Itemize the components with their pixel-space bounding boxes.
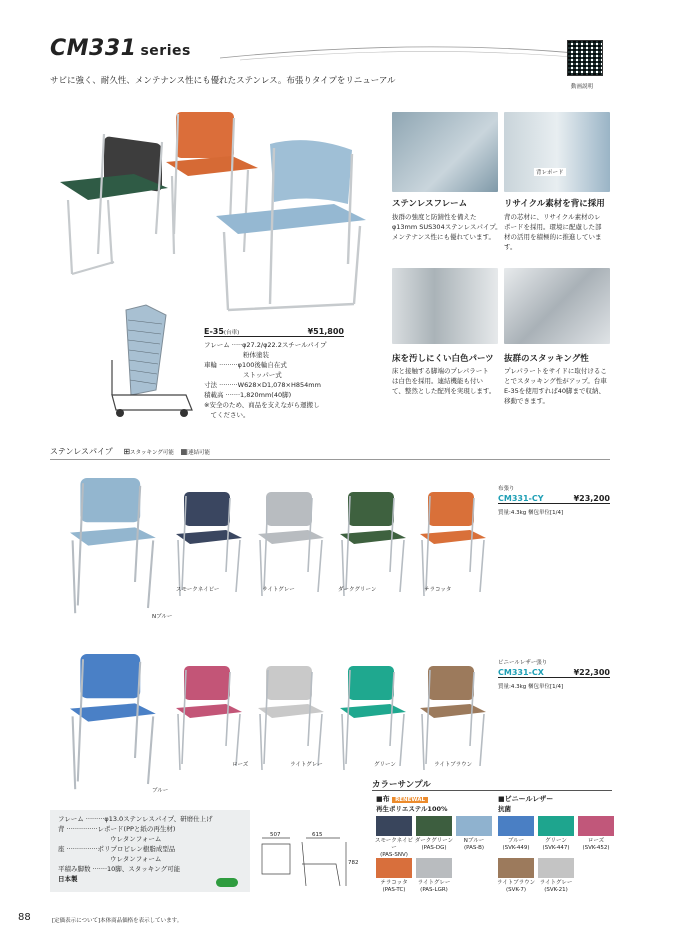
feature-photo-parts	[392, 268, 498, 344]
vinyl-sample-head: ■ビニールレザー	[498, 795, 554, 803]
dim-depth: 615	[312, 832, 323, 838]
fabric-swatch-label-4: ライトグレー (PAS-LGR)	[417, 880, 451, 893]
color-sample-divider	[372, 790, 612, 791]
vinyl-chairs-row	[60, 654, 500, 794]
section-divider	[50, 459, 610, 460]
vinyl-color-lightgray: ライトグレー	[290, 762, 323, 768]
fabric-swatch-label-3: テラコッタ (PAS-TC)	[380, 880, 408, 893]
product-title: CM331 series	[50, 36, 191, 61]
fabric-sample-sub: 再生ポリエステル100%	[376, 805, 448, 813]
vinyl-code: CM331-CX	[498, 668, 544, 677]
vinyl-swatch-3	[498, 858, 534, 878]
fabric-color-navy: スモークネイビー	[176, 587, 220, 593]
fabric-swatch-label-2: Nブルー (PAS-B)	[463, 838, 485, 851]
stacking-icon: ⊞	[123, 447, 131, 456]
vinyl-swatch-label-2: ローズ (SVK-452)	[582, 838, 610, 851]
feature-photo-frame	[392, 112, 498, 192]
vinyl-swatch-4	[538, 858, 574, 878]
fabric-price-bar	[498, 494, 610, 504]
vinyl-swatch-label-1: グリーン (SVK-447)	[542, 838, 570, 851]
vinyl-color-lightbrown: ライトブラウン	[434, 762, 473, 768]
stacked-cart-image	[106, 300, 196, 420]
link-icon: ▦	[180, 447, 188, 456]
fabric-color-darkgreen: ダークグリーン	[338, 587, 377, 593]
vinyl-swatch-0	[498, 816, 534, 836]
fabric-price: ¥23,200	[573, 494, 610, 503]
qr-code[interactable]	[567, 40, 603, 76]
spec-rows: フレーム ·········φ13.0ステンレスパイプ、研磨仕上げ 背 ···············レポード(PPと紙の再生材) ウレタンフォーム 座 ···············ポリプロピレン樹脂成型品 ウレタンフォーム 平積み脚数 ·······10脚、スタッキング可能 日本製	[58, 815, 213, 883]
vinyl-color-green: グリーン	[374, 762, 396, 768]
dim-height: 782	[348, 860, 359, 866]
color-sample-title: カラーサンプル	[372, 780, 431, 790]
fabric-color-lightgray: ライトグレー	[262, 587, 295, 593]
feature-title-recycle: リサイクル素材を背に採用	[504, 199, 605, 209]
vinyl-color-blue: ブルー	[152, 788, 169, 794]
fabric-weight: 質量:4.3kg 梱包単位[1/4]	[498, 510, 564, 516]
vinyl-swatch-label-4: ライトグレー (SVK-21)	[539, 880, 573, 893]
dim-width: 507	[270, 832, 281, 838]
feature-photo-back	[504, 112, 610, 192]
vinyl-color-rose: ローズ	[232, 762, 249, 768]
vinyl-sample-sub: 抗菌	[498, 805, 511, 813]
qr-label: 動画説明	[571, 84, 594, 90]
dimension-diagram	[256, 834, 356, 894]
feature-text-parts: 床と接触する脚端のプレパラート は白色を採用。連結機能も付い て、整然とした配列を実現します。	[392, 367, 496, 395]
footer-note: [定価表示について]本体商品価格を表示しています。	[52, 918, 183, 924]
feature-title-frame: ステンレスフレーム	[392, 199, 468, 209]
section-label: ステンレスパイプ ⊞スタッキング可能 ▦連結可能	[50, 447, 210, 456]
fabric-code: CM331-CY	[498, 494, 544, 503]
feature-title-parts: 床を汚しにくい白色パーツ	[392, 354, 494, 364]
fabric-swatch-3	[376, 858, 412, 878]
fabric-type-label: 布張り	[498, 486, 515, 492]
tagline: サビに強く、耐久性、メンテナンス性にも優れたステンレス。布張りタイプをリニューアル	[50, 76, 396, 86]
fabric-swatch-1	[416, 816, 452, 836]
page-number: 88	[18, 912, 31, 923]
green-mark-icon	[216, 878, 238, 887]
vinyl-weight: 質量:4.3kg 梱包単位[1/4]	[498, 684, 564, 690]
vinyl-price: ¥22,300	[573, 668, 610, 677]
feature-title-stacking: 抜群のスタッキング性	[504, 354, 589, 364]
cart-code: E-35(台車)	[204, 327, 240, 336]
vinyl-type-label: ビニールレザー張り	[498, 660, 548, 666]
feature-text-frame: 抜群の強度と防錆性を備えた φ13mm SUS304ステンレスパイプ。 メンテナンス性にも優れています。	[392, 213, 502, 241]
vinyl-swatch-2	[578, 816, 614, 836]
hero-chairs-image	[48, 104, 378, 314]
vinyl-swatch-1	[538, 816, 574, 836]
vinyl-swatch-label-0: ブルー (SVK-449)	[502, 838, 530, 851]
feature-text-stacking: プレパラートをサイドに取付けるこ とでスタッキング性がアップ。台車 E-35を使用すれば40脚まで収納、 移動できます。	[504, 367, 607, 405]
feature-callout: 背レポード	[536, 170, 564, 176]
fabric-color-terracotta: テラコッタ	[424, 587, 452, 593]
cart-specs: フレーム ·····φ27.2/φ22.2スチールパイプ 粉体塗装 車輪 ·········φ100後輪自在式 ストッパー式 寸法 ·········W628×D1,078×H854mm 積載高 ·······1,820mm(40脚) ※安全のため、商品を支えながら運搬し てください。	[204, 341, 327, 419]
fabric-chairs-row	[60, 478, 500, 618]
fabric-swatch-label-1: ダークグリーン (PAS-DG)	[414, 838, 454, 851]
renewal-badge: RENEWAL	[392, 797, 428, 803]
fabric-swatch-label-0: スモークネイビー (PAS-SNV)	[374, 838, 414, 858]
fabric-swatch-0	[376, 816, 412, 836]
fabric-sample-head: ■布 RENEWAL	[376, 794, 428, 804]
vinyl-price-bar	[498, 668, 610, 678]
feature-text-recycle: 背の芯材に、リサイクル素材のレ ポードを採用。環境に配慮した部 材の活用を積極的に推進していま す。	[504, 213, 602, 251]
vinyl-swatch-label-3: ライトブラウン (SVK-7)	[496, 880, 536, 893]
fabric-color-nblue: Nブルー	[152, 614, 173, 620]
feature-photo-stacking	[504, 268, 610, 344]
cart-price: ¥51,800	[307, 327, 344, 336]
fabric-swatch-4	[416, 858, 452, 878]
cart-price-bar	[204, 327, 344, 337]
fabric-swatch-2	[456, 816, 492, 836]
